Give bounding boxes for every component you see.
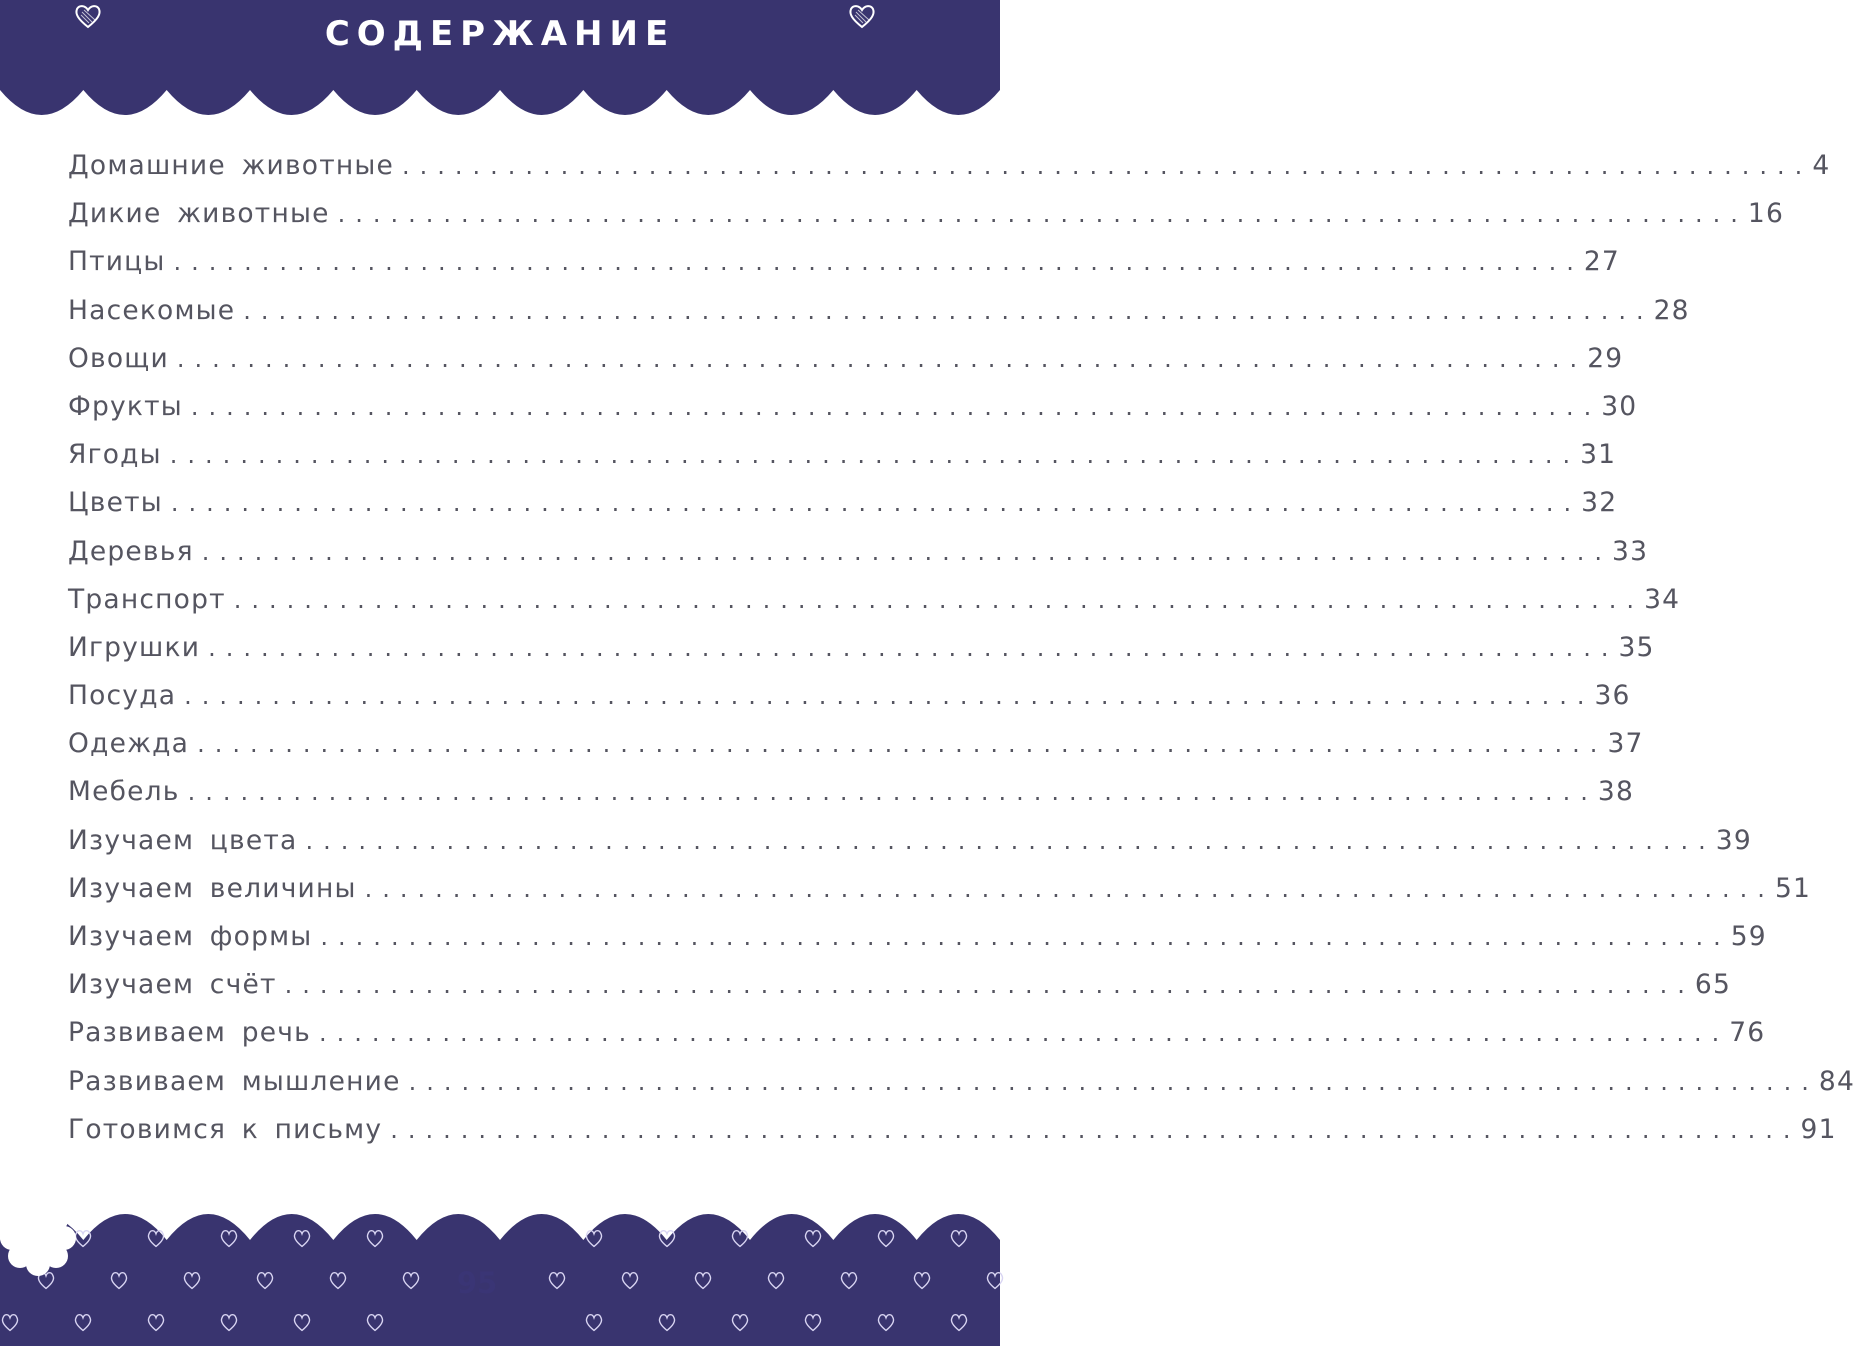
toc-entry-label: Мебель	[68, 776, 180, 808]
toc-entry	[68, 824, 1752, 873]
toc-entry-label: Посуда	[68, 680, 177, 712]
toc-entry-page: 84	[1818, 1065, 1855, 1097]
toc-entry	[68, 872, 1812, 921]
page-title: СОДЕРЖАНИЕ	[324, 14, 676, 54]
toc-entry	[68, 680, 1631, 728]
page-number: 95	[456, 1266, 498, 1300]
toc-entry	[68, 390, 1638, 439]
toc-entry-label: Изучаем величины	[68, 872, 357, 904]
toc-entry-page: 32	[1581, 487, 1618, 519]
toc-leader-dots: ................................................................................	[187, 778, 1598, 807]
toc-leader-dots: ................................................................................	[318, 1019, 1730, 1048]
toc-entry-label: Транспорт	[68, 583, 226, 615]
table-of-contents	[68, 150, 1855, 1162]
toc-entry-page: 35	[1618, 631, 1655, 663]
toc-entry-page: 51	[1774, 872, 1812, 904]
toc-entry	[68, 583, 1681, 632]
toc-entry	[68, 198, 1785, 246]
page-number-badge	[0, 1200, 76, 1276]
toc-leader-dots: ................................................................................	[408, 1067, 1819, 1096]
toc-entry	[68, 150, 1831, 198]
toc-entry-label: Домашние животные	[68, 150, 394, 181]
toc-entry	[68, 1065, 1855, 1114]
footer-band	[0, 1200, 1000, 1346]
toc-leader-dots: ................................................................................	[201, 537, 1613, 566]
toc-entry-page: 37	[1607, 728, 1644, 760]
toc-entry-page: 27	[1583, 246, 1620, 278]
toc-entry-page: 4	[1812, 150, 1831, 181]
toc-entry-page: 34	[1644, 583, 1681, 615]
toc-leader-dots: ................................................................................	[176, 344, 1588, 373]
toc-entry-page: 39	[1715, 824, 1752, 856]
toc-entry-page: 91	[1800, 1113, 1837, 1145]
toc-entry-label: Деревья	[68, 535, 194, 567]
toc-entry-page: 16	[1747, 198, 1785, 230]
toc-entry-label: Овощи	[68, 342, 169, 374]
toc-entry-page: 76	[1729, 1017, 1766, 1049]
toc-leader-dots: ................................................................................	[173, 248, 1584, 277]
toc-entry	[68, 969, 1732, 1017]
toc-leader-dots: ................................................................................	[208, 633, 1619, 662]
toc-entry-label: Развиваем мышление	[68, 1065, 401, 1097]
toc-leader-dots: ................................................................................	[243, 296, 1654, 325]
toc-entry	[68, 342, 1624, 391]
toc-entry	[68, 487, 1618, 535]
toc-leader-dots: ................................................................................	[233, 585, 1645, 614]
toc-leader-dots: ................................................................................	[305, 826, 1716, 855]
toc-entry-label: Цветы	[68, 487, 163, 519]
toc-leader-dots: ................................................................................	[169, 441, 1581, 470]
toc-entry-page: 38	[1597, 776, 1635, 808]
toc-entry	[68, 535, 1649, 584]
toc-entry-label: Ягоды	[68, 439, 162, 471]
toc-entry-page: 29	[1587, 342, 1624, 374]
toc-leader-dots: ................................................................................	[320, 923, 1731, 951]
toc-leader-dots: ................................................................................	[197, 730, 1608, 759]
toc-entry-label: Изучаем формы	[68, 921, 313, 952]
toc-leader-dots: ................................................................................	[337, 200, 1748, 229]
toc-entry-label: Изучаем счёт	[68, 969, 277, 1001]
toc-entry	[68, 631, 1655, 680]
toc-entry-page: 28	[1653, 294, 1690, 326]
toc-entry-page: 30	[1601, 390, 1638, 422]
toc-entry-label: Дикие животные	[68, 198, 330, 230]
toc-entry-page: 33	[1612, 535, 1649, 567]
toc-leader-dots: ................................................................................	[364, 874, 1775, 903]
toc-entry-page: 31	[1580, 439, 1617, 471]
toc-entry	[68, 294, 1690, 343]
toc-entry	[68, 728, 1644, 776]
toc-entry	[68, 776, 1635, 824]
toc-entry-label: Одежда	[68, 728, 190, 760]
toc-entry-page: 59	[1730, 921, 1767, 952]
toc-entry-label: Изучаем цвета	[68, 824, 298, 856]
toc-entry-label: Фрукты	[68, 390, 183, 422]
toc-leader-dots: ................................................................................	[284, 971, 1695, 1000]
toc-entry	[68, 1113, 1837, 1162]
toc-leader-dots: ................................................................................	[170, 489, 1582, 518]
toc-entry-page: 65	[1694, 969, 1732, 1001]
toc-entry-page: 36	[1594, 680, 1631, 712]
toc-entry-label: Птицы	[68, 246, 166, 278]
toc-entry	[68, 439, 1617, 487]
toc-entry	[68, 246, 1620, 294]
toc-entry-label: Насекомые	[68, 294, 236, 326]
toc-leader-dots: ................................................................................	[390, 1115, 1801, 1144]
toc-entry-label: Развиваем речь	[68, 1017, 311, 1049]
toc-entry	[68, 1017, 1766, 1065]
toc-leader-dots: ................................................................................	[184, 682, 1595, 711]
toc-entry	[68, 921, 1767, 969]
toc-entry-label: Готовимся к письму	[68, 1113, 383, 1145]
toc-leader-dots: ................................................................................	[402, 152, 1813, 180]
toc-entry-label: Игрушки	[68, 631, 201, 663]
header-band	[0, 0, 1000, 130]
toc-leader-dots: ................................................................................	[190, 392, 1602, 421]
